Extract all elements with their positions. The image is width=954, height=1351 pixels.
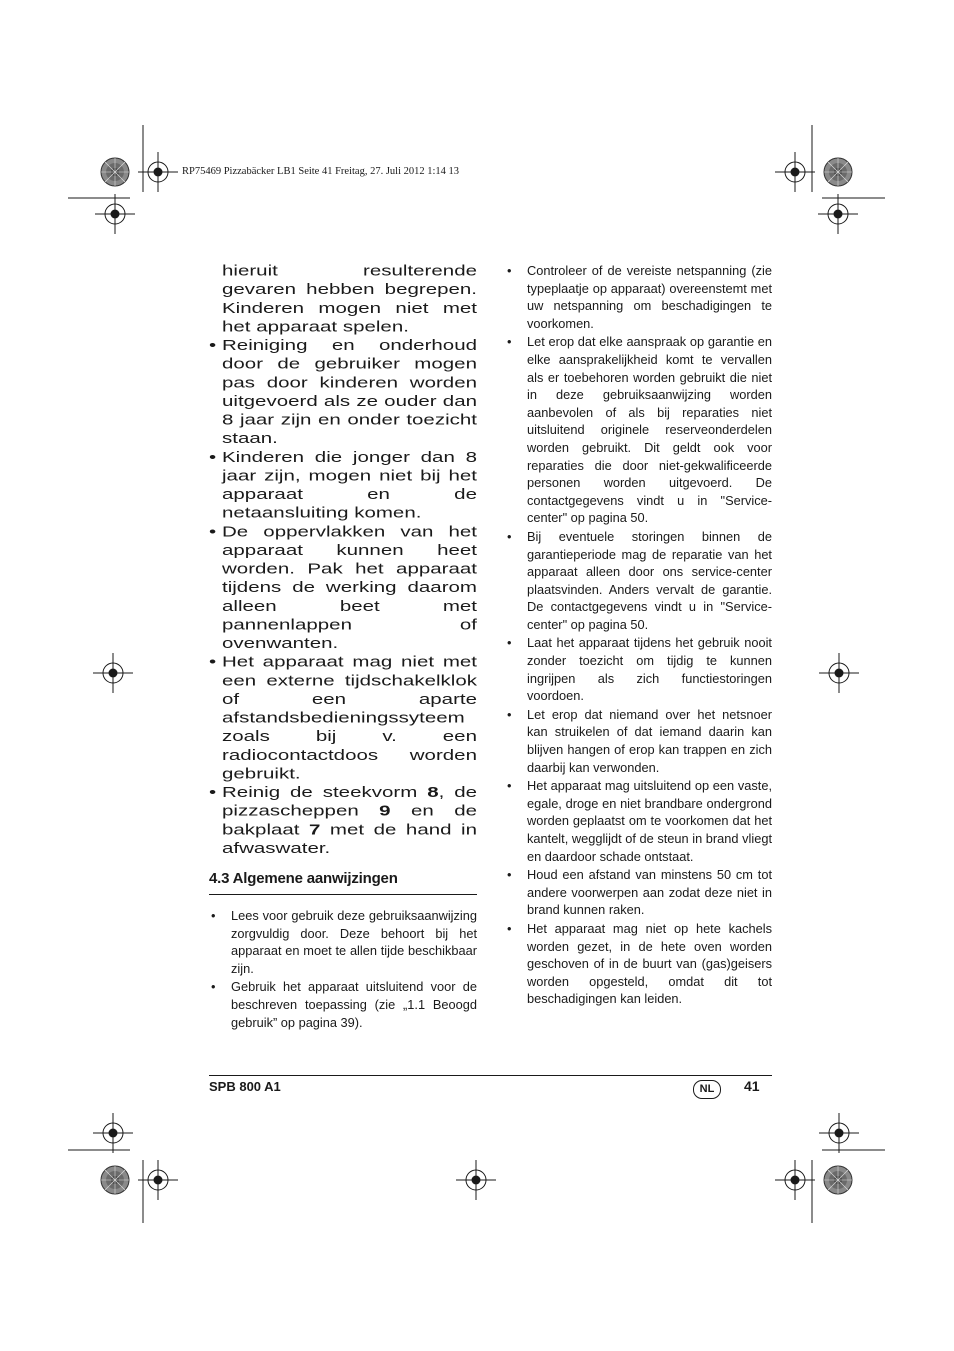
general-instructions-list	[209, 907, 477, 1031]
model-number: SPB 800 A1	[209, 1079, 281, 1094]
bullet-icon: •	[209, 448, 217, 466]
left-column	[209, 262, 477, 1032]
list-item	[505, 777, 772, 865]
list-item	[209, 653, 477, 783]
bullet-icon: •	[507, 263, 512, 278]
list-item-text: Let erop dat niemand over het netsnoer kan struikelen of dat iemand daarin kan blijven hangen of erop kan trappen en zich daarbij kan verwonden.	[527, 706, 772, 775]
bullet-icon: •	[211, 908, 216, 923]
page-number: 41	[744, 1078, 760, 1094]
right-column	[505, 262, 772, 1009]
list-item	[209, 336, 477, 448]
list-item-text: Kinderen die jonger dan 8 jaar zijn, mogen niet bij het apparaat en de netaansluiting komen.	[222, 448, 477, 522]
part-number: 8	[427, 784, 439, 801]
list-item-text: Het apparaat mag uitsluitend op een vaste, egale, droge en niet brandbare ondergrond worden geplaatst om te voorkomen dat het kantelt, wegglijdt of de steun in brand vliegt en daardoor schade ontstaat.	[527, 778, 772, 864]
list-item-text: Houd een afstand van minstens 50 cm tot andere voorwerpen aan zodat deze niet in brand kunnen raken.	[527, 867, 772, 918]
bullet-icon: •	[507, 706, 512, 722]
list-item	[505, 333, 772, 527]
list-item	[505, 920, 772, 1008]
list-item	[209, 907, 477, 977]
list-item	[209, 783, 477, 857]
bullet-icon: •	[507, 334, 512, 350]
list-item-text: met de hand in afwaswater.	[222, 821, 477, 857]
safety-list-large	[209, 262, 477, 858]
bullet-icon: •	[211, 979, 216, 995]
list-item	[505, 634, 772, 704]
list-item-text: Reinig de steekvorm	[222, 784, 428, 801]
footer-divider	[209, 1075, 772, 1076]
list-item	[505, 706, 772, 776]
list-item-text: , de pizzascheppen	[222, 784, 477, 820]
general-instructions-list-continued	[505, 262, 772, 1008]
list-item	[505, 262, 772, 332]
part-number: 9	[379, 802, 391, 820]
list-item-text: Let erop dat elke aanspraak op garantie en elke aansprakelijkheid komt te vervallen als er toebehoren worden gebruikt die niet in deze gebruiksaanwijzing worden aanbevolen of als bij reparaties niet uitsluitend originele reserveonderdelen worden gebruikt. Dit geldt ook voor reparaties die door niet-gekwalificeerde personen worden uitgevoerd. De contactgegevens vindt u in "Service-center" op pagina 50.	[527, 334, 772, 526]
bullet-icon: •	[507, 920, 512, 936]
bullet-icon: •	[507, 528, 512, 544]
print-slug: RP75469 Pizzabäcker LB1 Seite 41 Freitag, 27. Juli 2012 1:14 13	[182, 166, 460, 177]
bullet-icon: •	[209, 653, 217, 671]
bullet-icon: •	[209, 523, 217, 540]
list-item-text: Lees voor gebruik deze gebruiksaanwijzing zorgvuldig door. Deze behoort bij het apparaat en moet te allen tijde beschikbaar zijn.	[231, 908, 477, 976]
list-item-text: Het apparaat mag niet met een externe tijdschakelklok of een aparte afstandsbedieningssyteem zoals bij v. een radiocontactdoos worden gebruikt.	[222, 653, 477, 783]
list-item-text: Bij eventuele storingen binnen de garantieperiode mag de reparatie van het apparaat alleen door ons service-center plaatsvinden. Anders vervalt de garantie. De contactgegevens vindt u in "Service-center" op pagina 50.	[527, 528, 772, 632]
list-item	[505, 528, 772, 634]
bullet-icon: •	[507, 778, 512, 794]
section-heading: 4.3 Algemene aanwijzingen	[209, 870, 477, 895]
bullet-icon: •	[507, 867, 512, 883]
list-item	[209, 523, 477, 653]
list-item-text: Controleer of de vereiste netspanning (zie typeplaatje op apparaat) overeenstemt met uw netspanning om beschadigingen te voorkomen.	[527, 263, 772, 331]
list-item-text: De oppervlakken van het apparaat kunnen heet worden. Pak het apparaat tijdens de werking daarom alleen beet met pannenlappen of ovenwanten.	[222, 523, 477, 652]
bullet-icon: •	[507, 635, 512, 651]
list-item-text: Het apparaat mag niet op hete kachels worden gezet, in de hete oven worden geschoven of in de buurt van (gas)geisers worden opgesteld, omdat dit tot beschadigingen kan leiden.	[527, 920, 772, 1007]
list-item	[209, 978, 477, 1031]
list-item-text: Gebruik het apparaat uitsluitend voor de beschreven toepassing (zie „1.1 Beoogd gebruik” op pagina 39).	[231, 979, 477, 1030]
list-item-text: Laat het apparaat tijdens het gebruik nooit zonder toezicht om tijdig te kunnen ingrijpen als zich functiestoringen voordoen.	[527, 635, 772, 704]
list-item	[209, 448, 477, 522]
list-item-text: Reiniging en onderhoud door de gebruiker mogen pas door kinderen worden uitgevoerd als ze ouder dan 8 jaar zijn en onder toezicht staan.	[222, 337, 477, 447]
list-item-text: en de bakplaat	[222, 802, 477, 838]
language-badge: NL	[693, 1080, 721, 1099]
part-number: 7	[309, 821, 321, 838]
bullet-icon: •	[209, 337, 217, 354]
bullet-icon: •	[209, 784, 217, 801]
list-item	[505, 866, 772, 919]
continuation-paragraph: hieruit resulterende gevaren hebben begrepen. Kinderen mogen niet met het apparaat spelen.	[222, 262, 477, 336]
